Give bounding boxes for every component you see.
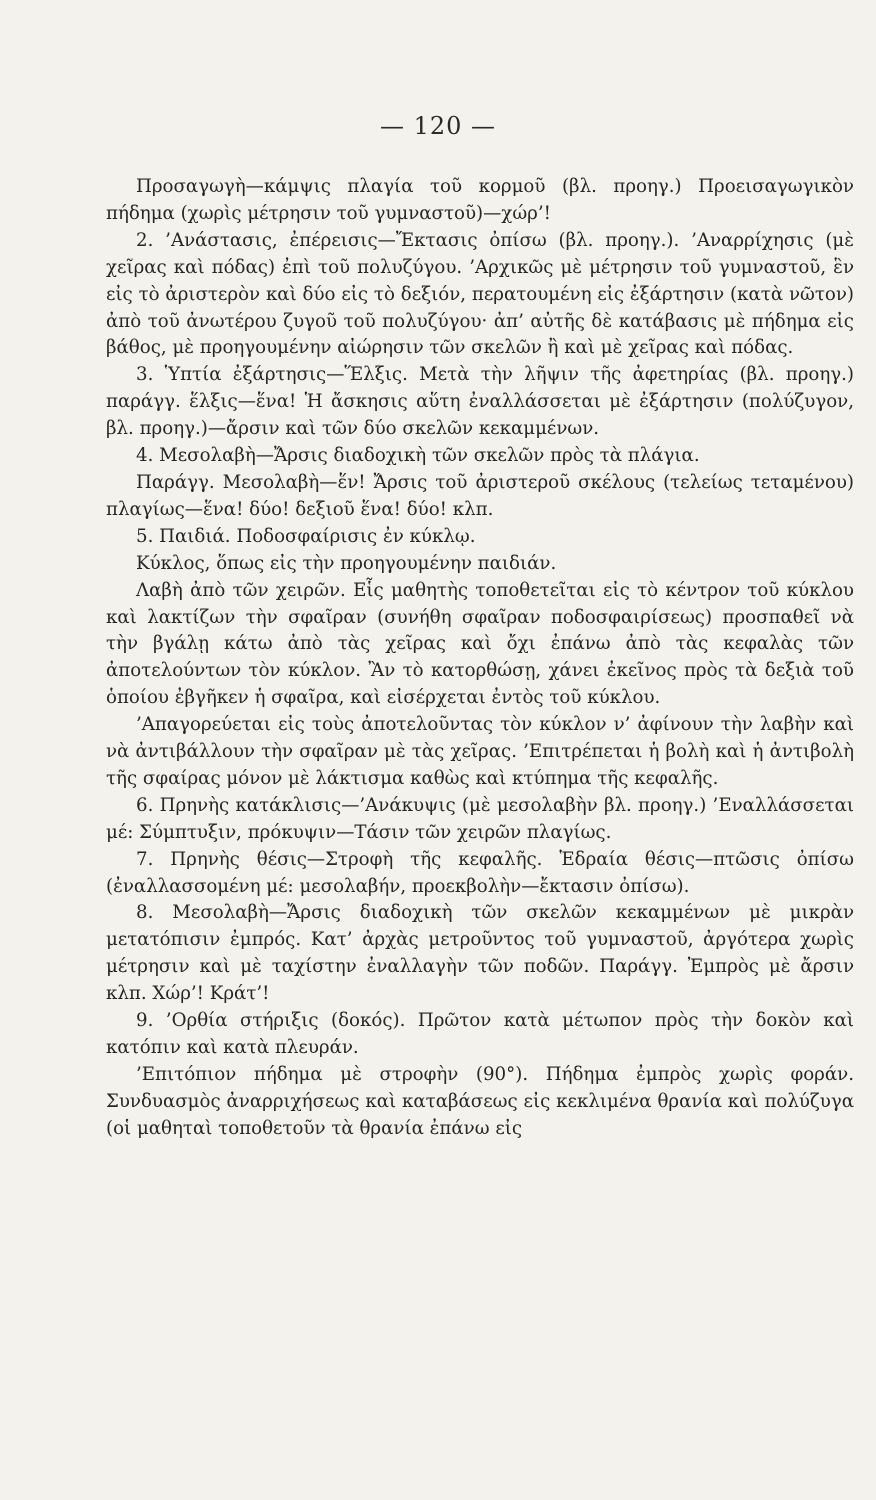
paragraph: 5. Παιδιά. Ποδοσφαίρισις ἐν κύκλῳ. — [136, 525, 476, 547]
paragraph: 6. Πρηνὴς κατάκλισις—’Ανάκυψις (μὲ μεσολαβὴν βλ. προηγ.) ’Εναλλάσσεται μέ: Σύμπτυξιν, πρόκυψιν—Τάσιν τῶν χειρῶν πλαγίως. — [106, 794, 854, 843]
paragraph: 7. Πρηνὴς θέσις—Στροφὴ τῆς κεφαλῆς. Ἑδραία θέσις—πτῶσις ὀπίσω (ἐναλλασσομένη μέ: μεσολαβήν, προεκβολὴν—ἔκτασιν ὀπίσω). — [106, 848, 854, 897]
paragraph: 3. Ὑπτία ἐξάρτησις—Ἕλξις. Μετὰ τὴν λῆψιν τῆς ἀφετηρίας (βλ. προηγ.) παράγγ. ἕλξις—ἕνα! Ἡ ἄσκησις αὕτη ἐναλλάσσεται μὲ ἐξάρτησιν (πολύζυγον, βλ. προηγ.)—ἄρσιν καὶ τῶν δύο σκελῶν κεκαμμένων. — [106, 364, 854, 440]
body-text — [106, 174, 854, 1143]
paragraph: Κύκλος, ὅπως εἰς τὴν προηγουμένην παιδιάν. — [136, 552, 557, 574]
paragraph: Προσαγωγὴ—κάμψις πλαγία τοῦ κορμοῦ (βλ. προηγ.) Προεισαγωγικὸν πήδημα (χωρὶς μέτρησιν τοῦ γυμναστοῦ)—χώρ’! — [106, 176, 854, 224]
paragraph: 2. ’Ανάστασις, ἐπέρεισις—Ἔκτασις ὀπίσω (βλ. προηγ.). ’Αναρρίχησις (μὲ χεῖρας καὶ πόδας) ἐπὶ τοῦ πολυζύγου. ’Αρχικῶς μὲ μέτρησιν τοῦ γυμναστοῦ, ἓν εἰς τὸ ἀριστερὸν καὶ δύο εἰς τὸ δεξιόν, περατουμένη εἰς ἐξάρτησιν (κατὰ νῶτον) ἀπὸ τοῦ ἀνωτέρου ζυγοῦ τοῦ πολυζύγου· ἀπ’ αὐτῆς δὲ κατάβασις μὲ πήδημα εἰς βάθος, μὲ προηγουμένην αἰώρησιν τῶν σκελῶν ἢ καὶ μὲ χεῖρας καὶ πόδας. — [106, 229, 854, 359]
paragraph: ’Απαγορεύεται εἰς τοὺς ἀποτελοῦντας τὸν κύκλον ν’ ἀφίνουν τὴν λαβὴν καὶ νὰ ἀντιβάλλουν τὴν σφαῖραν μὲ τὰς χεῖρας. ’Επιτρέπεται ἡ βολὴ καὶ ἡ ἀντιβολὴ τῆς σφαίρας μόνον μὲ λάκτισμα καθὼς καὶ κτύπημα τῆς κεφαλῆς. — [106, 714, 854, 789]
paragraph: 9. ’Ορθία στήριξις (δοκός). Πρῶτον κατὰ μέτωπον πρὸς τὴν δοκὸν καὶ κατόπιν καὶ κατὰ πλευράν. — [106, 1010, 854, 1058]
paragraph: 8. Μεσολαβὴ—Ἄρσις διαδοχικὴ τῶν σκελῶν κεκαμμένων μὲ μικρὰν μετατόπισιν ἐμπρός. Κατ’ ἀρχὰς μετροῦντος τοῦ γυμναστοῦ, ἀργότερα χωρὶς μέτρησιν καὶ μὲ ταχίστην ἐναλλαγὴν τῶν ποδῶν. Παράγγ. Ἐμπρὸς μὲ ἄρσιν κλπ. Χώρ’! Κράτ’! — [106, 902, 854, 1005]
page-number: — 120 — — [379, 112, 497, 140]
paragraph: Παράγγ. Μεσολαβὴ—ἕν! Ἄρσις τοῦ ἀριστεροῦ σκέλους (τελείως τεταμένου) πλαγίως—ἕνα! δύο! δεξιοῦ ἕνα! δύο! κλπ. — [106, 471, 854, 520]
paragraph: Λαβὴ ἀπὸ τῶν χειρῶν. Εἷς μαθητὴς τοποθετεῖται εἰς τὸ κέντρον τοῦ κύκλου καὶ λακτίζων τὴν σφαῖραν (συνήθη σφαῖραν ποδοσφαιρίσεως) προσπαθεῖ νὰ τὴν βγάλῃ κάτω ἀπὸ τὰς χεῖρας καὶ ὄχι ἐπάνω ἀπὸ τὰς κεφαλὰς τῶν ἀποτελούντων τὸν κύκλον. Ἂν τὸ κατορθώσῃ, χάνει ἐκεῖνος πρὸς τὰ δεξιὰ τοῦ ὁποίου ἐβγῆκεν ἡ σφαῖρα, καὶ εἰσέρχεται ἐντὸς τοῦ κύκλου. — [106, 579, 854, 709]
paragraph: ’Επιτόπιον πήδημα μὲ στροφὴν (90°). Πήδημα ἐμπρὸς χωρὶς φοράν. Συνδυασμὸς ἀναρριχήσεως καὶ καταβάσεως εἰς κεκλιμένα θρανία καὶ πολύζυγα (οἱ μαθηταὶ τοποθετοῦν τὰ θρανία ἐπάνω εἰς — [106, 1063, 854, 1139]
paragraph: 4. Μεσολαβὴ—Ἄρσις διαδοχικὴ τῶν σκελῶν πρὸς τὰ πλάγια. — [136, 445, 700, 467]
